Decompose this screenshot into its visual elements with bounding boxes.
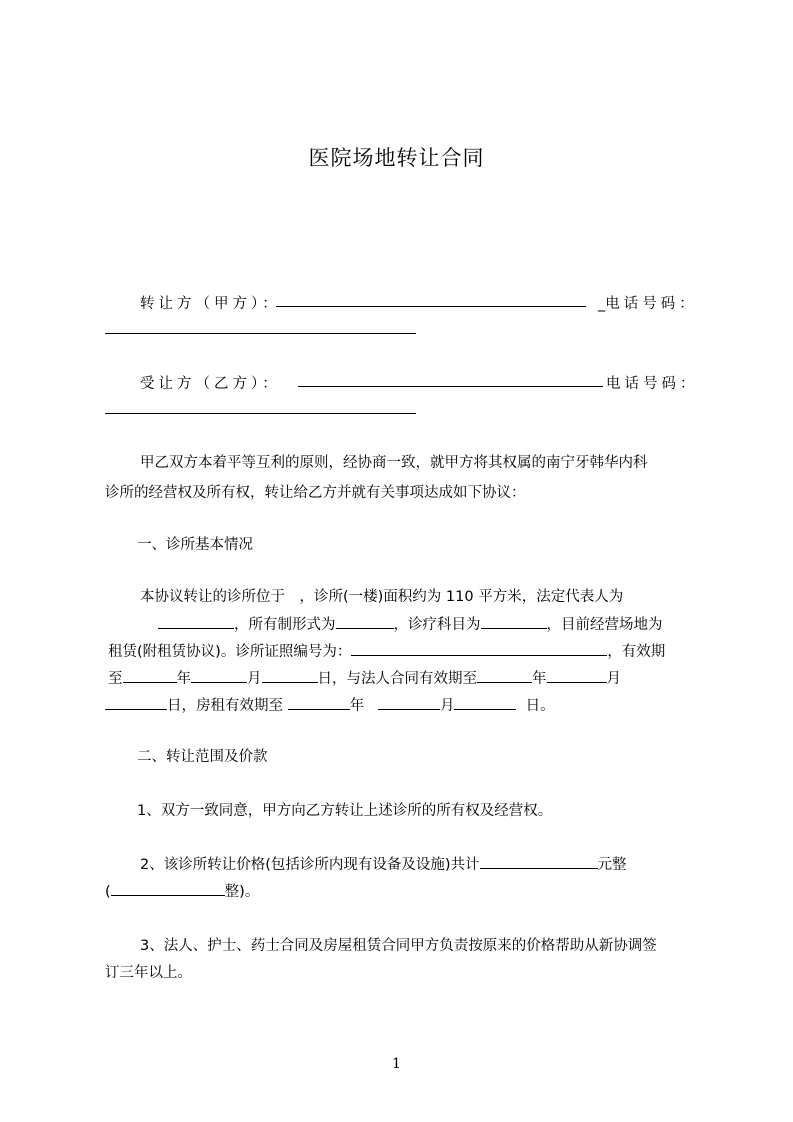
- blank-representative: [158, 614, 234, 629]
- party-a-label: 转让方（甲方）：: [140, 296, 281, 312]
- blank-ownership: [336, 614, 394, 629]
- section-1-line-4: 至 年 月 日，与法人合同有效期至 年 月: [108, 667, 621, 688]
- party-b-label: 受让方（乙方）：: [140, 376, 281, 392]
- party-a-phone-label: _电话号码：: [598, 296, 698, 312]
- section-2-item-3-line-1: 3、法人、护士、药士合同及房屋租赁合同甲方负责按原来的价格帮助从新协调签: [140, 938, 657, 954]
- section-2-item-3-line-2: 订三年以上。: [105, 965, 192, 981]
- section-1-line-3: 租赁(附租赁协议)。诊所证照编号为： ，有效期: [108, 640, 665, 661]
- blank-price: [480, 854, 598, 869]
- blank-price-upper: [111, 881, 225, 896]
- section-1-line-1: 本协议转让的诊所位于 ，诊所(一楼)面积约为 110 平方米，法定代表人为: [140, 589, 624, 605]
- document-title: 医院场地转让合同: [308, 146, 485, 170]
- blank-departments: [481, 614, 547, 629]
- blank-license-number: [351, 641, 607, 656]
- section-2-item-1: 1、双方一致同意，甲方向乙方转让上述诊所的所有权及经营权。: [137, 803, 553, 819]
- section-2-heading: 二、转让范围及价款: [137, 749, 268, 765]
- section-2-item-2: 2、该诊所转让价格(包括诊所内现有设备及设施)共计 元整: [140, 853, 627, 874]
- party-a-phone-blank: [105, 333, 416, 334]
- party-b-phone-label: 电话号码：: [606, 376, 699, 392]
- party-a-blank: [276, 306, 586, 307]
- page-number: 1: [392, 1056, 401, 1072]
- intro-line-2: 诊所的经营权及所有权，转让给乙方并就有关事项达成如下协议：: [105, 485, 526, 501]
- section-1-line-2: ，所有制形式为 ，诊疗科目为 ，目前经营场地为: [158, 613, 663, 634]
- party-b-phone-blank: [105, 413, 416, 414]
- party-b-blank: [298, 386, 603, 387]
- section-1-heading: 一、诊所基本情况: [137, 537, 253, 553]
- section-1-line-5: 日，房租有效期至 年 月 日。: [105, 694, 555, 715]
- intro-line-1: 甲乙双方本着平等互利的原则，经协商一致，就甲方将其权属的南宁牙韩华内科: [140, 455, 648, 471]
- section-2-item-2-cont: ( 整)。: [105, 880, 259, 901]
